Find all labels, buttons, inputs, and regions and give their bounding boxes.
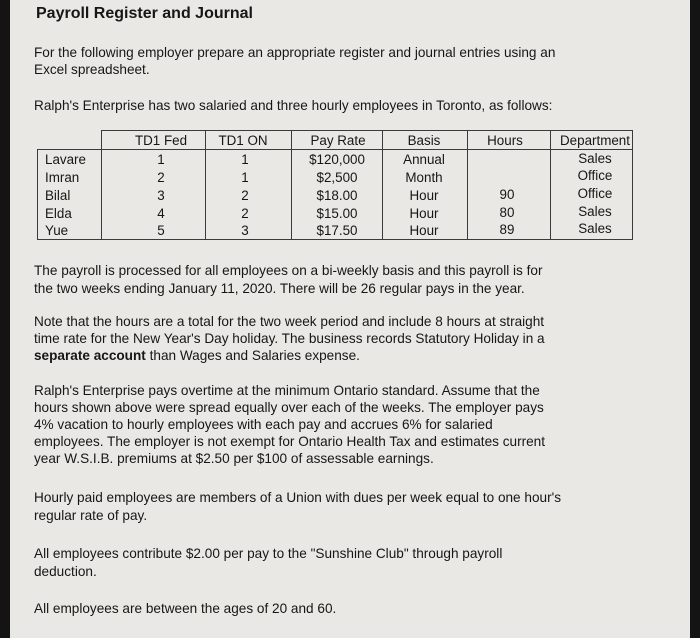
row-basis: Annual <box>403 152 445 167</box>
table-col-rule <box>382 130 383 240</box>
note-paragraph-text: than Wages and Salaries expense. <box>145 348 360 363</box>
row-td1-fed: 3 <box>157 188 165 203</box>
note-paragraph-line: time rate for the New Year's Day holiday. The business records Statutory Holiday in a <box>34 331 545 346</box>
row-basis: Hour <box>409 223 439 238</box>
row-pay-rate: $2,500 <box>316 170 358 185</box>
header-department: Department <box>560 133 630 148</box>
header-pay-rate: Pay Rate <box>310 133 366 148</box>
company-line: Ralph's Enterprise has two salaried and three hourly employees in Toronto, as follows: <box>34 98 553 113</box>
row-pay-rate: $18.00 <box>316 188 358 203</box>
document-title: Payroll Register and Journal <box>36 5 253 22</box>
sunshine-paragraph-line: deduction. <box>34 564 97 579</box>
row-td1-on: 2 <box>241 188 249 203</box>
row-department: Office <box>577 186 613 201</box>
table-col-rule <box>101 130 102 240</box>
overtime-paragraph-line: 4% vacation to hourly employees with each pay and accrues 6% for salaried <box>34 417 493 432</box>
row-basis: Month <box>405 170 443 185</box>
row-basis: Hour <box>409 206 439 221</box>
union-paragraph-line: regular rate of pay. <box>34 508 148 523</box>
row-name: Imran <box>45 170 80 185</box>
header-td1-on: TD1 ON <box>218 133 268 148</box>
table-col-rule <box>205 130 206 240</box>
table-col-rule <box>291 130 292 240</box>
row-td1-fed: 1 <box>157 152 165 167</box>
overtime-paragraph-line: Ralph's Enterprise pays overtime at the minimum Ontario standard. Assume that the <box>34 383 540 398</box>
table-col-rule <box>550 130 551 240</box>
row-pay-rate: $17.50 <box>316 223 358 238</box>
row-td1-on: 1 <box>241 170 249 185</box>
row-td1-on: 2 <box>241 206 249 221</box>
sunshine-paragraph-line: All employees contribute $2.00 per pay to the "Sunshine Club" through payroll <box>34 546 503 561</box>
header-basis: Basis <box>407 133 441 148</box>
row-hours: 90 <box>499 187 515 202</box>
row-department: Sales <box>578 221 612 236</box>
row-name: Elda <box>45 206 72 221</box>
note-paragraph-line: Note that the hours are a total for the two week period and include 8 hours at straight <box>34 314 545 329</box>
row-hours: 80 <box>499 205 515 220</box>
intro-line-1: For the following employer prepare an appropriate register and journal entries using an <box>34 45 556 60</box>
table-left-rule <box>37 149 38 240</box>
overtime-paragraph-line: hours shown above were spread equally over each of the weeks. The employer pays <box>34 400 544 415</box>
intro-line-2: Excel spreadsheet. <box>34 62 150 77</box>
document-page <box>10 0 690 638</box>
table-bottom-rule <box>37 239 633 240</box>
row-department: Sales <box>578 204 612 219</box>
union-paragraph-line: Hourly paid employees are members of a Union with dues per week equal to one hour's <box>34 490 561 505</box>
note-paragraph-line <box>34 347 360 364</box>
row-name: Yue <box>45 223 69 238</box>
payroll-paragraph-line: the two weeks ending January 11, 2020. There will be 26 regular pays in the year. <box>34 281 525 296</box>
row-td1-on: 3 <box>241 223 249 238</box>
payroll-paragraph-line: The payroll is processed for all employees on a bi-weekly basis and this payroll is for <box>34 263 543 278</box>
row-department: Office <box>577 168 613 183</box>
separate-account-emphasis: separate account <box>34 348 146 363</box>
row-name: Bilal <box>45 188 71 203</box>
row-name: Lavare <box>45 152 86 167</box>
ages-paragraph-line: All employees are between the ages of 20 and 60. <box>34 601 337 616</box>
row-hours: 89 <box>499 222 515 237</box>
row-pay-rate: $120,000 <box>309 152 365 167</box>
overtime-paragraph-line: year W.S.I.B. premiums at $2.50 per $100 of assessable earnings. <box>34 451 434 466</box>
table-col-rule <box>467 130 468 240</box>
header-td1-fed: TD1 Fed <box>134 133 188 148</box>
overtime-paragraph-line: employees. The employer is not exempt for Ontario Health Tax and estimates current <box>34 434 546 449</box>
row-td1-on: 1 <box>241 152 249 167</box>
row-td1-fed: 2 <box>157 170 165 185</box>
row-pay-rate: $15.00 <box>316 206 358 221</box>
table-top-rule <box>101 130 633 131</box>
employee-table <box>37 130 633 240</box>
header-hours: Hours <box>487 133 523 148</box>
row-basis: Hour <box>409 188 439 203</box>
table-right-rule <box>632 130 633 240</box>
row-td1-fed: 5 <box>157 223 165 238</box>
table-header-rule <box>37 149 633 150</box>
row-td1-fed: 4 <box>157 206 165 221</box>
row-department: Sales <box>578 151 612 166</box>
